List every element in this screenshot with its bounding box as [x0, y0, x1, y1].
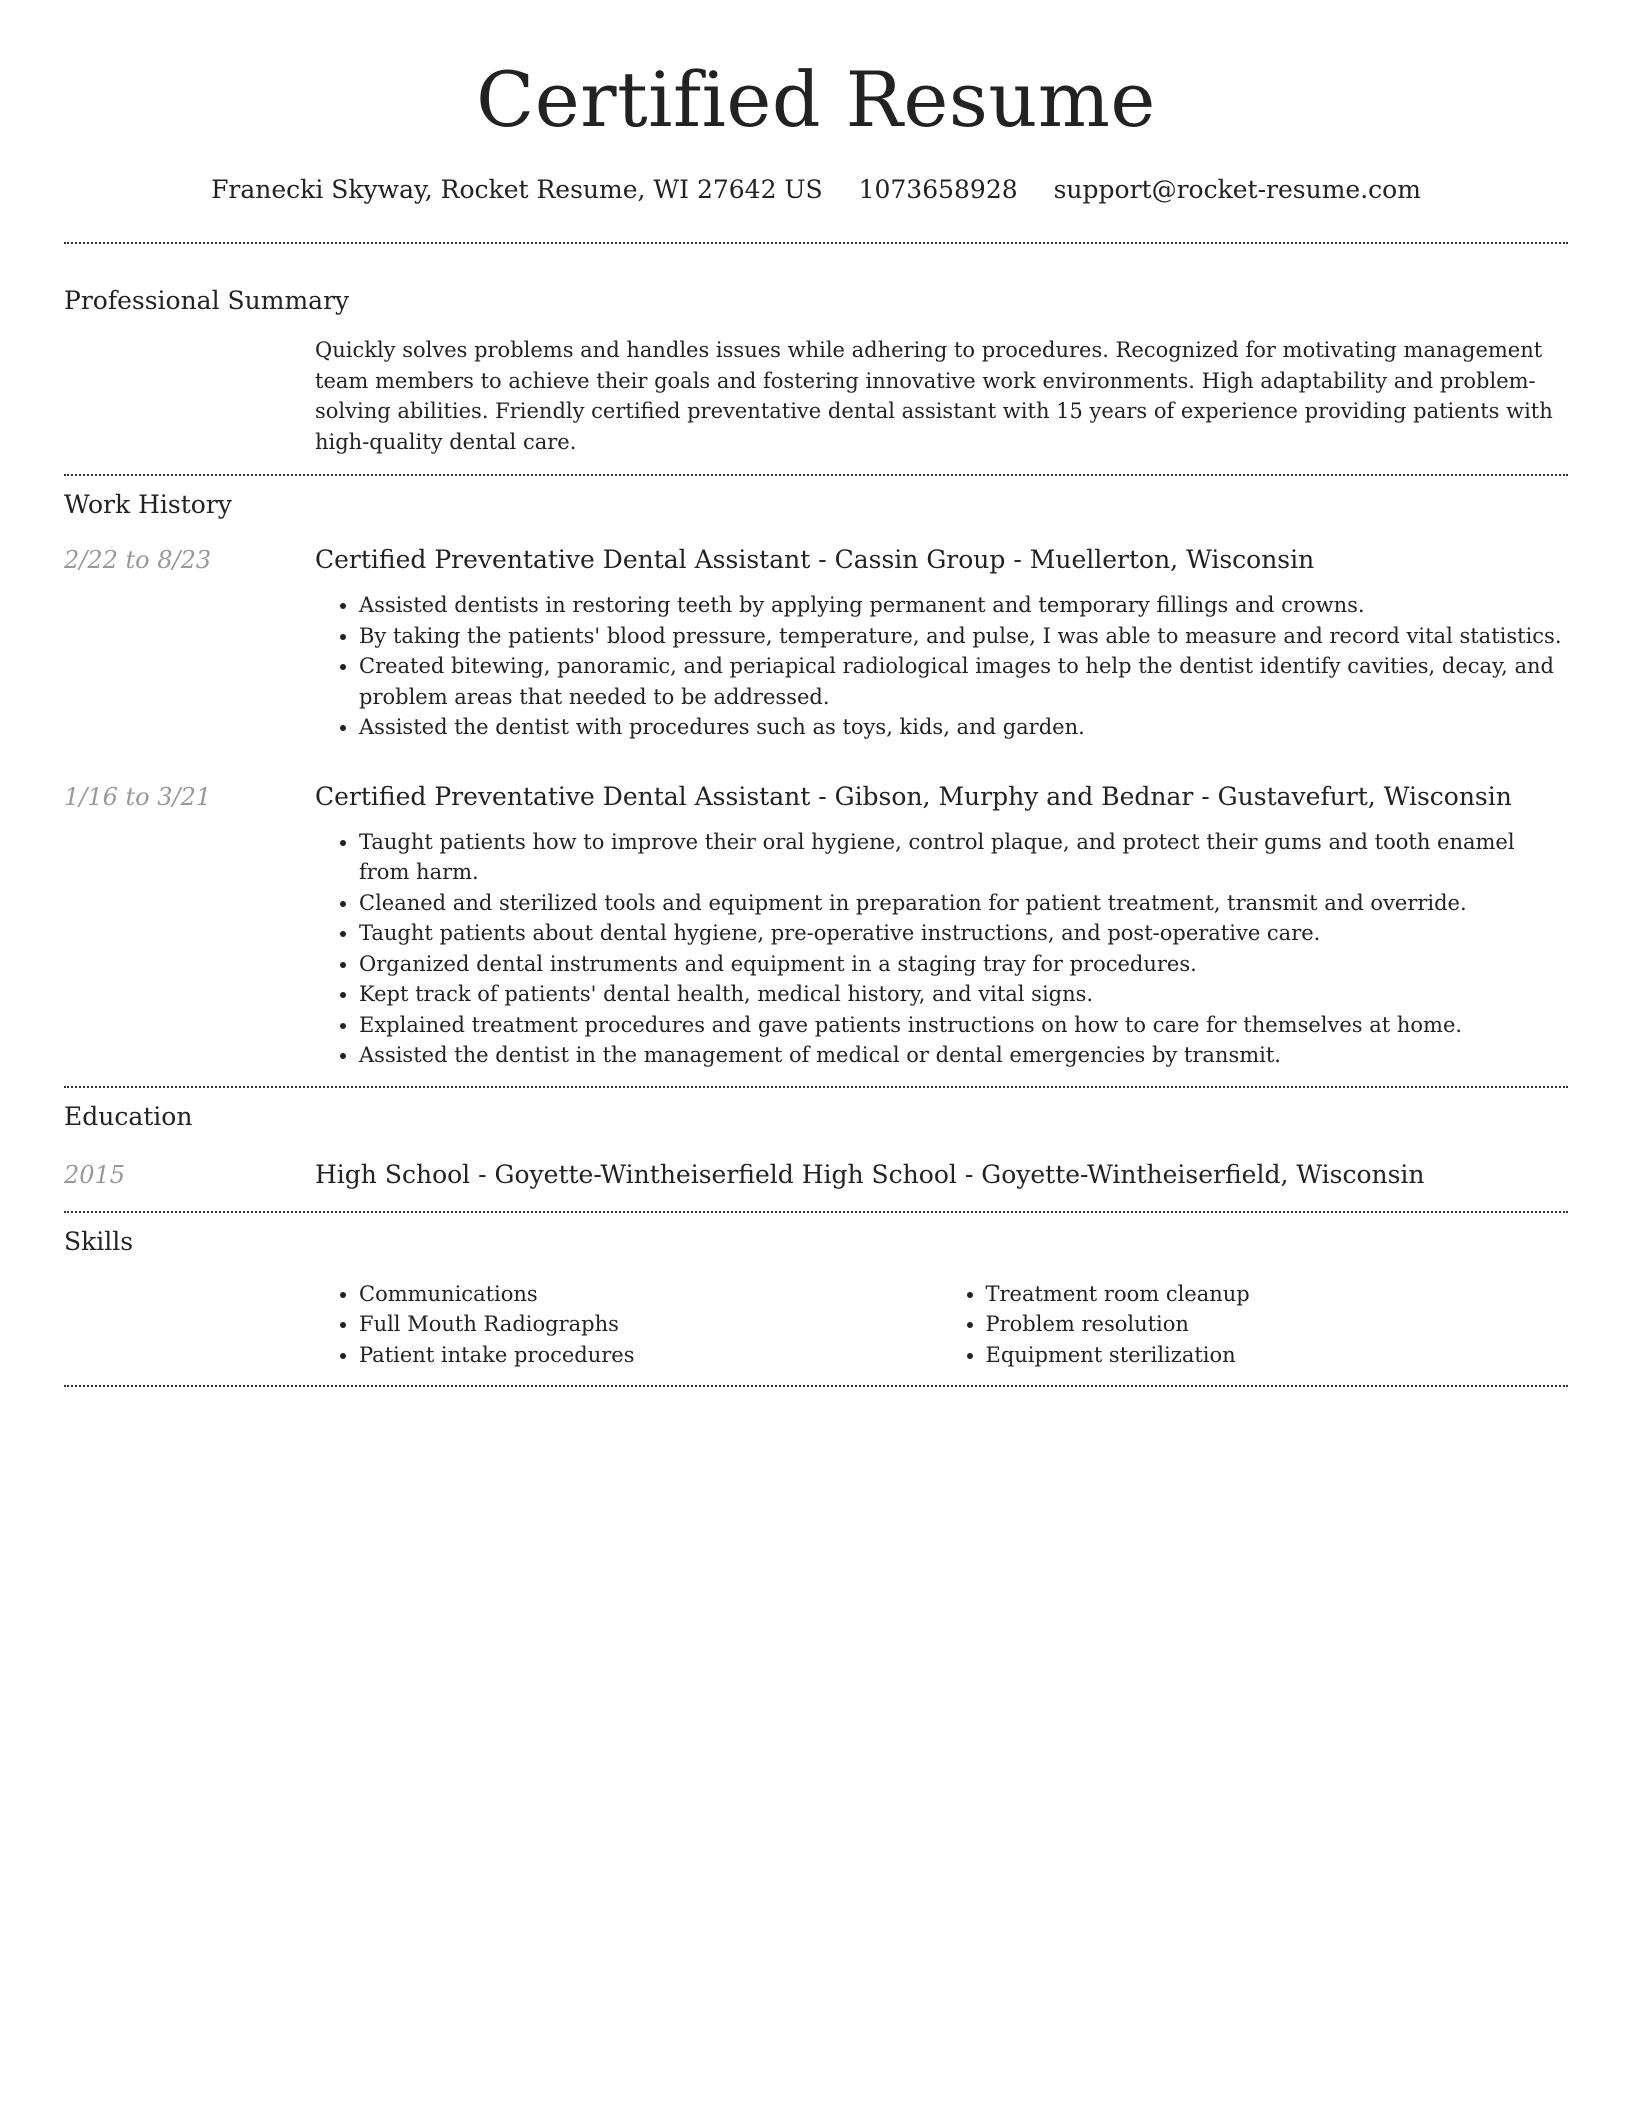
list-item: • Organized dental instruments and equipment in a staging tray for procedures.	[359, 949, 1568, 980]
work-history-heading: Work History	[64, 490, 232, 519]
contact-email: support@rocket-resume.com	[1053, 175, 1421, 204]
list-item: • Explained treatment procedures and gave patients instructions on how to care for themselves at home.	[359, 1010, 1568, 1041]
list-item: • Taught patients about dental hygiene, pre-operative instructions, and post-operative care.	[359, 918, 1568, 949]
summary-text: Quickly solves problems and handles issues while adhering to procedures. Recognized for motivating management team members to achieve their goals and fostering innovative work environments. High adaptability and problem-solving abilities. Friendly certified preventative dental assistant with 15 years of experience providing patients with high-quality dental care.	[315, 338, 1553, 454]
job-bullets	[315, 590, 1568, 743]
list-item: • Taught patients how to improve their oral hygiene, control plaque, and protect their gums and tooth enamel from harm.	[359, 827, 1568, 888]
resume-name: Certified Resume	[476, 55, 1156, 144]
divider	[64, 1385, 1568, 1387]
job-entry	[64, 543, 1568, 743]
list-item: • Created bitewing, panoramic, and periapical radiological images to help the dentist identify cavities, decay, and problem areas that needed to be addressed.	[359, 651, 1568, 712]
work-history-section	[64, 476, 1568, 1071]
skills-section	[64, 1213, 1568, 1371]
list-item: • Equipment sterilization	[986, 1340, 1569, 1371]
contact-line	[64, 172, 1568, 208]
summary-section	[64, 244, 1568, 457]
list-item: • Full Mouth Radiographs	[359, 1309, 942, 1340]
education-title: High School - Goyette-Wintheiserfield High School - Goyette-Wintheiserfield, Wisconsin	[315, 1159, 1425, 1189]
job-title: Certified Preventative Dental Assistant - Gibson, Murphy and Bednar - Gustavefurt, Wisconsin	[315, 781, 1512, 811]
skills-list-right	[942, 1279, 1569, 1371]
job-dates: 2/22 to 8/23	[64, 546, 212, 574]
job-bullets	[315, 827, 1568, 1071]
contact-phone: 1073658928	[858, 175, 1018, 204]
list-item: • Patient intake procedures	[359, 1340, 942, 1371]
list-item: • Treatment room cleanup	[986, 1279, 1569, 1310]
list-item: • Cleaned and sterilized tools and equipment in preparation for patient treatment, transmit and override.	[359, 888, 1568, 919]
list-item: • Kept track of patients' dental health, medical history, and vital signs.	[359, 979, 1568, 1010]
list-item: • Assisted the dentist with procedures such as toys, kids, and garden.	[359, 712, 1568, 743]
education-heading: Education	[64, 1101, 193, 1131]
education-entry	[64, 1158, 1568, 1192]
list-item: • Problem resolution	[986, 1309, 1569, 1340]
summary-heading: Professional Summary	[64, 286, 350, 315]
job-title: Certified Preventative Dental Assistant - Cassin Group - Muellerton, Wisconsin	[315, 545, 1315, 574]
list-item: • Assisted the dentist in the management of medical or dental emergencies by transmit.	[359, 1040, 1568, 1071]
list-item: • Communications	[359, 1279, 942, 1310]
list-item: • Assisted dentists in restoring teeth by applying permanent and temporary fillings and crowns.	[359, 590, 1568, 621]
job-dates: 1/16 to 3/21	[64, 782, 212, 811]
list-item: • By taking the patients' blood pressure, temperature, and pulse, I was able to measure and record vital statistics.	[359, 621, 1568, 652]
skills-columns	[315, 1279, 1568, 1371]
job-entry	[64, 780, 1568, 1071]
contact-address: Franecki Skyway, Rocket Resume, WI 27642 US	[211, 175, 823, 204]
skills-list-left	[315, 1279, 942, 1371]
skills-heading: Skills	[64, 1226, 134, 1256]
education-year: 2015	[64, 1160, 126, 1189]
education-section	[64, 1088, 1568, 1192]
